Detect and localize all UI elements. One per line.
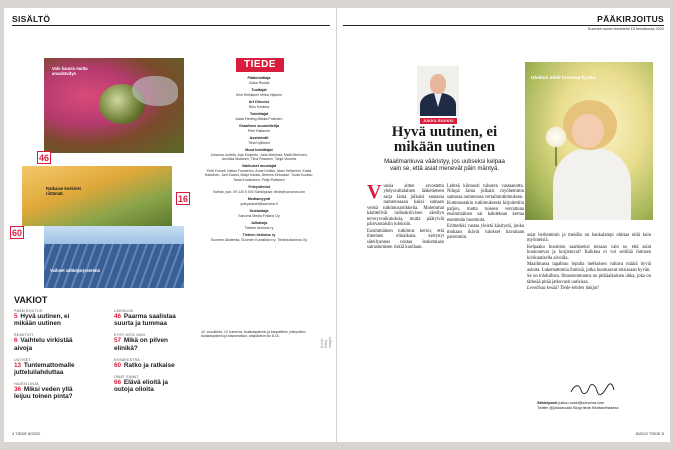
signature-block bbox=[537, 401, 657, 410]
editor-portrait bbox=[417, 66, 459, 116]
header-rule bbox=[12, 25, 330, 26]
headline: Hyvä uutinen, ei mikään uutinen bbox=[391, 124, 498, 155]
body-column-2 bbox=[447, 184, 524, 242]
photo-credit: Kuvat: Getty Images bbox=[320, 336, 332, 348]
masthead-text: Tiina Kyllönen bbox=[248, 140, 270, 145]
folio-right: 8/2022 TIEDE 5 bbox=[635, 431, 664, 436]
toc-text: Mikä on pilven elinikä? bbox=[114, 337, 168, 352]
body-paragraph: Kelpaako huomion saamiseksi toisaan vain se, että asiat huononevat ja kurjistuvat? Kaikkea ei voi selittää ihmisen kivikautisella aivoilla. bbox=[527, 244, 651, 261]
dandelion-icon bbox=[545, 126, 567, 148]
toc-column-left bbox=[14, 309, 84, 407]
author-tag: JUKKA RUUKKI bbox=[420, 118, 457, 124]
toc-text: Tuntemattomalle jutteluilahduttaa bbox=[14, 361, 75, 377]
masthead-text: Jukka Ruukki bbox=[248, 80, 270, 85]
body-paragraph: Lehteä kiinnosti tulosten vastaanotto. Niinpä Jama julkaisi myöhemmin samassa numerossa vertailututkimuksen. bbox=[447, 184, 524, 200]
masthead-title: Yhteystiedot bbox=[247, 185, 271, 190]
masthead-text: Aada Färding Miikka Puttonen bbox=[235, 116, 283, 121]
masthead-title: Muut toimittajat bbox=[245, 148, 273, 152]
body-paragraph: asiat herkemmin ja meidän on hankalampi ohittaa niitä kuin myönteisiä. bbox=[527, 233, 651, 244]
toc-label: LÄHIKUVA bbox=[114, 309, 134, 313]
body-paragraph: Erimerkki vastaa yleistä käsitystä, jonka mukaan ikävät tulokset havaitaan paremmin. bbox=[447, 224, 524, 241]
closing-line: Levollista kesää! Tiede-lehden lukijat! bbox=[527, 286, 599, 292]
girl-photo bbox=[525, 62, 653, 220]
folio-left: 4 TIEDE 8/2022 bbox=[12, 431, 41, 436]
body-column-3 bbox=[527, 233, 651, 293]
toc-text: Hyvä uutinen, ei mikään uutinen bbox=[14, 313, 70, 328]
masthead-title: Päätoimittaja bbox=[247, 76, 271, 80]
badge-46: 46 bbox=[38, 153, 49, 163]
section-title-paakirjoitus: PÄÄKIRJOITUS bbox=[597, 14, 664, 24]
masthead-title: Vakituiset avustajat bbox=[241, 164, 277, 169]
masthead-text: ynteysukset@sanoma.fi bbox=[240, 201, 278, 206]
toc-item[interactable] bbox=[114, 333, 184, 351]
page-left bbox=[4, 8, 337, 442]
section-title-sisalto: SISÄLTÖ bbox=[12, 14, 51, 24]
badge-60: 60 bbox=[11, 228, 22, 238]
badge-16: 16 bbox=[177, 194, 188, 204]
insect-photo bbox=[44, 58, 184, 153]
fields-photo bbox=[22, 166, 172, 226]
toc-label: UUTISET bbox=[14, 357, 31, 362]
masthead-title: Graafinen suunnittelija bbox=[239, 124, 279, 128]
toc-text: Ratko ja ratkaise bbox=[123, 361, 175, 369]
toc-label: OMAT SANAT bbox=[114, 375, 139, 380]
signature bbox=[569, 382, 615, 396]
masthead-text: Tieteen tiedotus ry bbox=[244, 225, 274, 230]
masthead-footer: 42. vuosikerta, 10 numeroa. Asiakaspalvelu ja kaupallinen yhteystieto: Asiakaspalvelu ja tilausmaksut, arkipäivisin klo 8-16. bbox=[201, 330, 307, 339]
header-rule bbox=[343, 25, 664, 26]
fields-caption: Ratkaise keskivet riittämät. bbox=[46, 186, 81, 196]
body-paragraph: Maailmassa tapahtuu lopulta melkoisen valtava määrä hyviä asioita. Lukemattomia ihmisiä, jotka huomaavat toisissaan hyvän. bbox=[527, 262, 651, 273]
toc-page-number: 57 bbox=[114, 337, 122, 345]
toc-text: Paarma saalistaa suurta ja tummaa bbox=[114, 313, 176, 328]
body-paragraph: Ensimmäinen tutkimus kertoi, että ilmeinen elinaikana kertynyt säteilyannos nostaa leukemiaan sairastumisen riskiä kuollaan. bbox=[367, 228, 444, 250]
masthead-text: Sanoma Media Finland Oy bbox=[238, 213, 280, 218]
toc-text: Elävä elioitä ja outoja olioita bbox=[114, 379, 168, 394]
photo-caption: Uhellus mieli huomaa hyvän. bbox=[531, 76, 597, 81]
toc-column-right bbox=[114, 309, 184, 399]
insect-caption: Valo kaunis mutta ansahävitys bbox=[52, 66, 88, 76]
toc-label: HAJEN LINJÄ bbox=[14, 382, 39, 387]
masthead-title: Tieteen tiedotus ry bbox=[242, 233, 276, 238]
masthead bbox=[204, 76, 314, 245]
masthead-title: Assistentti bbox=[249, 136, 269, 140]
toc-item[interactable] bbox=[114, 375, 184, 393]
toc-item[interactable] bbox=[14, 333, 84, 351]
masthead-title: Kustantaja bbox=[249, 209, 269, 214]
masthead-title: Tuottajat bbox=[251, 88, 267, 92]
toc-item[interactable] bbox=[114, 358, 184, 369]
masthead-text: Vaihde, puh. 09 120 5 000 Sähköposti: tiede@sanoma.com bbox=[212, 189, 306, 194]
toc-page-number: 13 bbox=[14, 361, 22, 369]
twitter-line[interactable]: Twitter @jukkaruukki Blogi tiede.fi/tottaneistaeka bbox=[537, 405, 619, 410]
body-paragraph: Kummastakin tutkimuksesta kirjoitettiin paljon, mutta toiseen verrattuna ensimmäinen sai kahdeksan kertaa enemmän huomiota. bbox=[447, 201, 524, 223]
toc-item[interactable] bbox=[14, 382, 84, 400]
toc-page-number: 6 bbox=[14, 337, 18, 345]
email-link[interactable]: jukka.ruukki@sanoma.com bbox=[558, 401, 605, 405]
toc-page-number: 5 bbox=[14, 313, 18, 320]
tiede-logo: TIEDE bbox=[236, 58, 284, 72]
toc-label: PÄÄKIRJOITUS bbox=[14, 309, 43, 313]
deck: Maailmankuva vääristyy, jos uutiseksi kelpaa vain se, että asiat menevät päin mäntyä. bbox=[384, 158, 505, 173]
masthead-title: Mediamyynti bbox=[247, 197, 271, 202]
masthead-title: Julkaisija bbox=[250, 221, 268, 226]
vakiot-heading: VAKIOT bbox=[14, 295, 48, 305]
masthead-text: Suomen Akatemia, Suomen Kuntaliiton ry, Tiedekustannus Oy bbox=[210, 237, 308, 242]
solar-caption: Vaiheet sähköjärjestelmä bbox=[50, 268, 100, 273]
toc-text: Vaihtelu virkistää aivoja bbox=[14, 337, 73, 352]
masthead-text: Johanna Junttila, Arja Kivipelto, Juha Merimaa, Matti Mielonen, Annikka Mutanen, Tiina Pasanen, Tanja Vuorela bbox=[210, 152, 308, 161]
masthead-title: Toimittajat bbox=[249, 112, 269, 116]
masthead-title: Art Director bbox=[248, 100, 270, 104]
body-paragraph: uosia sitten arvostettu yhdysvaltalainen lääketieteen sarja Jama julkaisi samassa numerossaan kaksi samaan veistä tutkimusartikkelia. Molemmat käsittelivät radioaktiivisen säteilyn terveysvaikutuksia, mutta päätyivät päinvastaisiin tuloksiin. bbox=[367, 184, 444, 228]
toc-label: REAKTIOT bbox=[14, 333, 34, 338]
insect-wing bbox=[132, 76, 178, 106]
date-line: Suomen suurin tiedelehti 13 heinäkuuta 2022 bbox=[587, 27, 664, 31]
body-paragraph: Se on lohdullista. Ilmastonmuutos on pitkäaikainen uhka, joka on tärkeää pitää jatkuvasti uutisissa. bbox=[527, 274, 651, 285]
solar-photo bbox=[44, 226, 184, 288]
page-right bbox=[337, 8, 670, 442]
toc-page-number: 60 bbox=[114, 361, 122, 369]
masthead-text: Kirsi Heikkinen Mirka Viljanen bbox=[235, 92, 283, 97]
toc-text: Miksi veden yllä leijuu toinen pinta? bbox=[14, 386, 73, 401]
toc-page-number: 36 bbox=[14, 386, 22, 394]
body-column-1 bbox=[367, 181, 444, 251]
toc-page-number: 66 bbox=[114, 379, 122, 387]
dropcap: V bbox=[367, 181, 382, 203]
masthead-text: Riku Koskela bbox=[248, 104, 270, 109]
signature-label: Sähköposti bbox=[537, 401, 558, 405]
toc-label: KYSY MITÄ VAIN bbox=[114, 333, 146, 338]
toc-item[interactable] bbox=[14, 309, 84, 327]
toc-item[interactable] bbox=[14, 358, 84, 376]
masthead-text: Petri Raitanen bbox=[247, 128, 271, 133]
toc-item[interactable] bbox=[114, 309, 184, 327]
toc-label: KESÄKESTRA bbox=[114, 357, 140, 362]
masthead-text: Petri Forsell, Niklas Forsström, Anne Holkko, Marc Hellström, Kaisa Hakkinen, Jani Kaarsi, Maija Karala, Artemis Kelosaari, Touta Koukku, Taina Kuusiniemi, Petja Partanen bbox=[204, 169, 314, 182]
toc-page-number: 46 bbox=[114, 313, 122, 320]
